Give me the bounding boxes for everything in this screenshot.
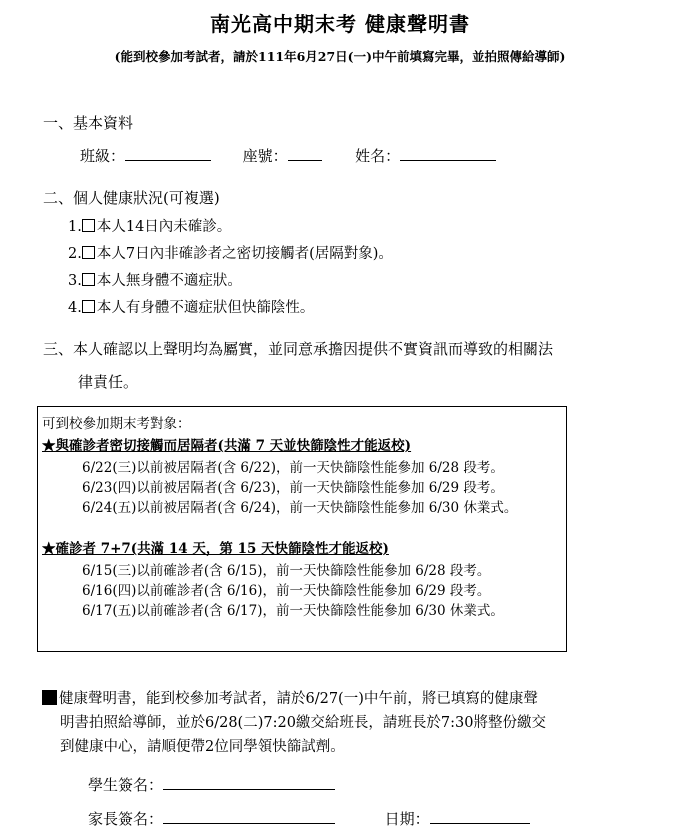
class-field[interactable] bbox=[125, 160, 211, 161]
notice-line2: 明書拍照給導師，並於6/28(二)7:20繳交給班長，請班長於7:30將整份繳交 bbox=[60, 715, 546, 731]
item-number: 4. bbox=[68, 300, 82, 316]
item-text: 本人7日內非確診者之密切接觸者(居隔對象)。 bbox=[96, 246, 393, 262]
parent-signature-field[interactable] bbox=[163, 823, 335, 824]
item-number: 1. bbox=[68, 219, 82, 235]
name-field[interactable] bbox=[400, 160, 496, 161]
quarantine-group-title: ★與確診者密切接觸而居隔者(共滿 7 天並快篩陰性才能返校) bbox=[42, 438, 412, 454]
item-number: 3. bbox=[68, 273, 82, 289]
name-label: 姓名： bbox=[355, 147, 401, 165]
class-label: 班級： bbox=[80, 147, 126, 165]
item-text: 本人有身體不適症狀但快篩陰性。 bbox=[96, 300, 315, 316]
confirmed-group-title: ★確診者 7+7(共滿 14 天，第 15 天快篩陰性才能返校) bbox=[42, 541, 389, 557]
student-signature-field[interactable] bbox=[163, 789, 335, 790]
section-declaration-line1: 三、本人確認以上聲明均為屬實，並同意承擔因提供不實資訊而導致的相關法 bbox=[43, 340, 554, 358]
seat-label: 座號： bbox=[242, 147, 288, 165]
section-basic-info-heading: 一、基本資料 bbox=[43, 114, 134, 132]
section-declaration-line2: 律責任。 bbox=[78, 373, 139, 391]
checkbox[interactable] bbox=[82, 300, 95, 313]
student-signature-label: 學生簽名： bbox=[88, 776, 164, 794]
quarantine-row-3: 6/24(五)以前被居隔者(含 6/24)，前一天快篩陰性能參加 6/30 休業式。 bbox=[82, 500, 518, 516]
date-label: 日期： bbox=[384, 810, 430, 828]
seat-field[interactable] bbox=[288, 160, 322, 161]
confirmed-row-3: 6/17(五)以前確診者(含 6/17)，前一天快篩陰性能參加 6/30 休業式。 bbox=[82, 603, 504, 619]
page-subtitle: (能到校參加考試者，請於111年6月27日(一)中午前填寫完畢，並拍照傳給導師) bbox=[114, 49, 566, 64]
health-item-1 bbox=[68, 215, 231, 236]
confirmed-row-1: 6/15(三)以前確診者(含 6/15)，前一天快篩陰性能參加 6/28 段考。 bbox=[82, 563, 491, 579]
confirmed-row-2: 6/16(四)以前確診者(含 6/16)，前一天快篩陰性能參加 6/29 段考。 bbox=[82, 583, 491, 599]
item-number: 2. bbox=[68, 246, 82, 262]
black-square-icon bbox=[42, 690, 57, 705]
checkbox[interactable] bbox=[82, 273, 95, 286]
eligibility-heading: 可到校參加期末考對象： bbox=[42, 416, 191, 432]
health-item-2 bbox=[68, 242, 393, 263]
parent-signature-label: 家長簽名： bbox=[88, 810, 164, 828]
item-text: 本人無身體不適症狀。 bbox=[96, 273, 242, 289]
notice-line3: 到健康中心，請順便帶2位同學領快篩試劑。 bbox=[60, 739, 345, 755]
basic-info-row bbox=[80, 145, 496, 166]
student-signature-row bbox=[88, 774, 335, 795]
checkbox[interactable] bbox=[82, 219, 95, 232]
parent-signature-row bbox=[88, 808, 530, 829]
health-item-4 bbox=[68, 296, 314, 317]
quarantine-row-2: 6/23(四)以前被居隔者(含 6/23)，前一天快篩陰性能參加 6/29 段考。 bbox=[82, 480, 504, 496]
section-health-heading: 二、個人健康狀況(可複選) bbox=[43, 189, 220, 207]
date-field[interactable] bbox=[430, 823, 530, 824]
quarantine-row-1: 6/22(三)以前被居隔者(含 6/22)，前一天快篩陰性能參加 6/28 段考。 bbox=[82, 460, 504, 476]
health-item-3 bbox=[68, 269, 242, 290]
item-text: 本人14日內未確診。 bbox=[96, 219, 232, 235]
notice-line1 bbox=[42, 687, 538, 708]
checkbox[interactable] bbox=[82, 246, 95, 259]
notice-text: 健康聲明書，能到校參加考試者，請於6/27(一)中午前，將已填寫的健康聲 bbox=[59, 691, 538, 707]
page-title: 南光高中期末考 健康聲明書 bbox=[210, 12, 470, 36]
